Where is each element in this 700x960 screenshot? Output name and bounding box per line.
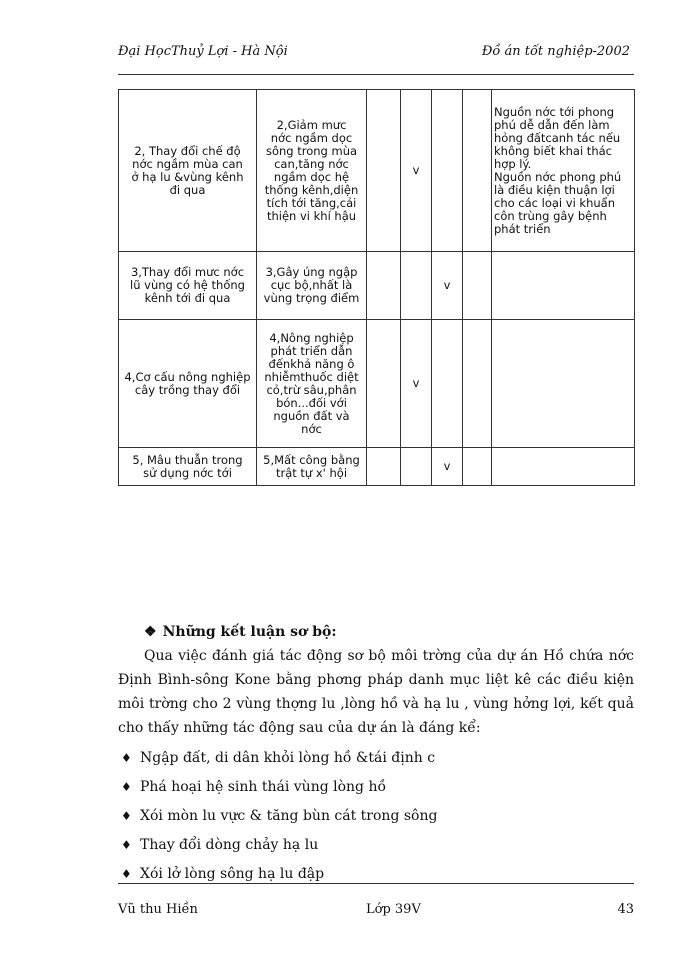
footer-page-number: 43 xyxy=(617,902,634,917)
bullet-diamond-icon: ♦ xyxy=(121,838,132,852)
check-cell xyxy=(463,448,492,486)
check-cell: v xyxy=(401,90,432,252)
check-cell xyxy=(463,90,492,252)
bullet-diamond-icon: ♦ xyxy=(121,809,132,823)
list-item xyxy=(118,804,634,833)
conclusion-title xyxy=(118,620,634,644)
table-cell: 4,Cơ cấu nông nghiệp cây trồng thay đổi xyxy=(119,320,257,448)
list-item xyxy=(118,746,634,775)
check-cell xyxy=(401,448,432,486)
header-rule xyxy=(118,74,634,75)
footer-rule xyxy=(118,883,634,884)
check-cell: v xyxy=(401,320,432,448)
table-row xyxy=(119,252,635,320)
table-cell xyxy=(492,320,635,448)
check-cell xyxy=(367,90,401,252)
conclusion-section xyxy=(118,620,634,891)
check-cell xyxy=(463,252,492,320)
list-item-text: Xói lở lòng sông hạ lu đập xyxy=(140,866,325,882)
header-right: Đồ án tốt nghiệp-2002 xyxy=(481,44,630,59)
table-cell: 4,Nông nghiệp phát triển dẫn đếnkhả năng ô nhiễmthuốc diệt cỏ,trừ sâu,phân bón...đối với nguồn đất và nớc xyxy=(257,320,367,448)
table-cell: 2, Thay đổi chế độ nớc ngầm mùa can ở hạ lu &vùng kênh đi qua xyxy=(119,90,257,252)
check-cell xyxy=(401,252,432,320)
bullet-diamond-icon: ♦ xyxy=(121,751,132,765)
table-cell xyxy=(492,448,635,486)
table-cell: 3,Thay đổi mưc nớc lũ vùng có hệ thống kênh tới đi qua xyxy=(119,252,257,320)
check-cell xyxy=(367,252,401,320)
bullet-diamond-icon: ♦ xyxy=(121,780,132,794)
list-item xyxy=(118,775,634,804)
check-cell xyxy=(432,90,463,252)
table-cell xyxy=(492,252,635,320)
header-left: Đại HọcThuỷ Lợi - Hà Nội xyxy=(118,44,288,59)
check-cell: v xyxy=(432,252,463,320)
table-row xyxy=(119,448,635,486)
list-item xyxy=(118,862,634,891)
check-cell xyxy=(463,320,492,448)
table-row xyxy=(119,320,635,448)
conclusion-title-text: Những kết luận sơ bộ: xyxy=(162,624,337,640)
check-cell: v xyxy=(432,448,463,486)
list-item-text: Ngập đất, di dân khỏi lòng hồ &tái định c xyxy=(140,750,436,766)
list-item-text: Thay đổi dòng chảy hạ lu xyxy=(140,837,319,853)
check-cell xyxy=(367,320,401,448)
table-cell: 2,Giảm mưc nớc ngầm dọc sông trong mùa can,tăng nớc ngầm dọc hệ thống kênh,diện tích tới tăng,cải thiện vi khí hậu xyxy=(257,90,367,252)
check-cell xyxy=(367,448,401,486)
conclusion-paragraph: Qua việc đánh giá tác động sơ bộ môi trờng của dự án Hồ chứa nớc Định Bình-sông Kone bằng phơng pháp danh mục liệt kê các điều kiện môi trờng cho 2 vùng thợng lu ,lòng hồ và hạ lu , vùng hởng lợi, kết quả cho thấy những tác động sau của dự án là đáng kể: xyxy=(118,648,634,736)
list-item-text: Xói mòn lu vực & tăng bùn cát trong sông xyxy=(140,808,438,824)
check-cell xyxy=(432,320,463,448)
table-cell: 5, Mâu thuẫn trong sử dụng nớc tới xyxy=(119,448,257,486)
list-item-text: Phá hoại hệ sinh thái vùng lòng hồ xyxy=(140,779,387,795)
table-cell: Nguồn nớc tới phong phú dễ dẫn đến làm hỏng đấtcanh tác nếu không biết khai thác hợp lý. Nguồn nớc phong phú là điều kiện thuận lợi cho các loại vi khuẩn côn trùng gây bệnh phát triển xyxy=(492,90,635,252)
bullet-diamond-icon: ♦ xyxy=(121,867,132,881)
conclusion-bullet-list xyxy=(118,746,634,891)
table-cell: 3,Gây úng ngập cục bộ,nhất là vùng trọng điểm xyxy=(257,252,367,320)
table-cell: 5,Mất công bằng trật tự x' hội xyxy=(257,448,367,486)
diamond-ornament-icon: ❖ xyxy=(144,624,157,640)
footer-class: Lớp 39V xyxy=(366,902,421,917)
footer-author: Vũ thu Hiền xyxy=(118,902,198,917)
impact-table xyxy=(118,89,635,486)
table-row xyxy=(119,90,635,252)
list-item xyxy=(118,833,634,862)
